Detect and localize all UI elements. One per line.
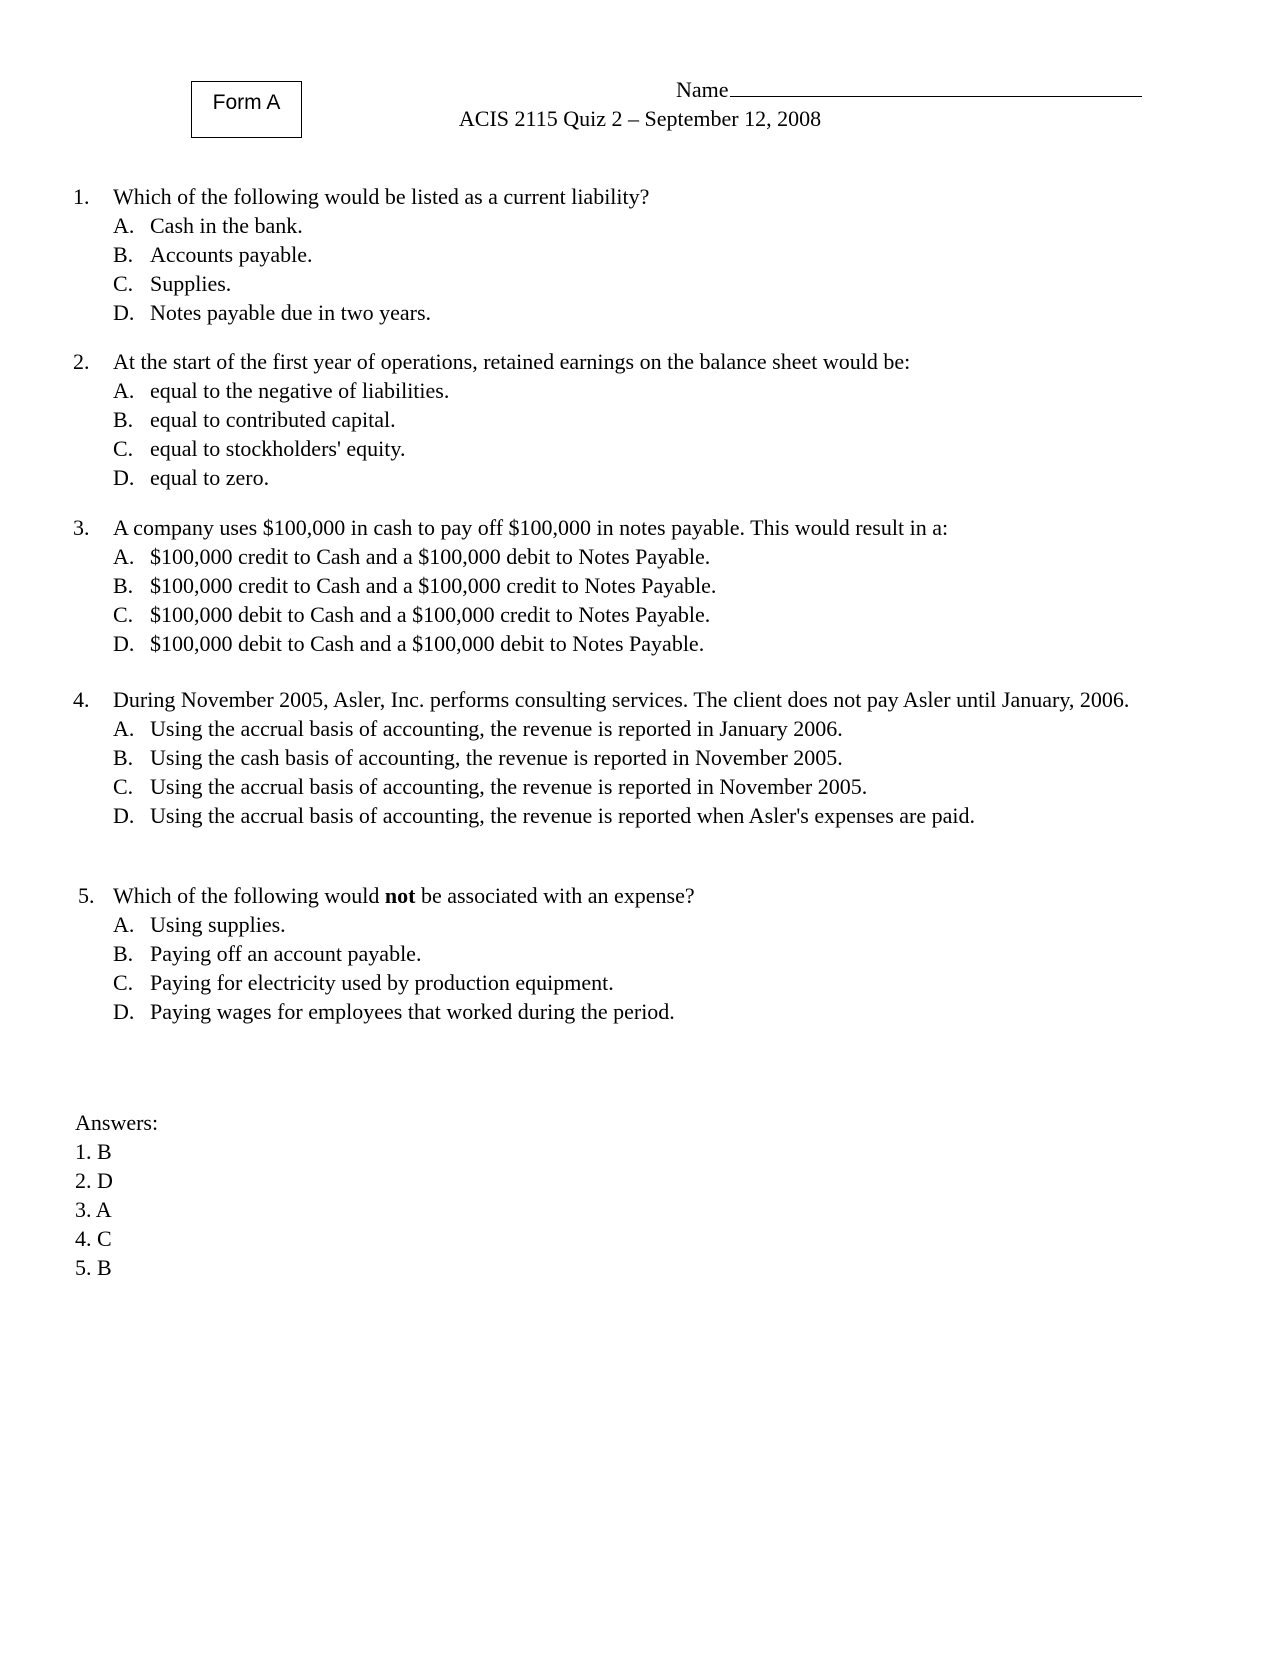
option-d — [113, 997, 1153, 1026]
option-letter: D. — [113, 803, 135, 828]
option-text: equal to zero. — [150, 465, 270, 490]
option-text: Using the accrual basis of accounting, the revenue is reported in January 2006. — [150, 716, 843, 741]
option-a — [113, 542, 1153, 571]
name-blank-line — [730, 78, 1142, 97]
option-text: Paying off an account payable. — [150, 941, 422, 966]
option-letter: C. — [113, 970, 134, 995]
option-d — [113, 629, 1153, 658]
option-letter: C. — [113, 774, 134, 799]
answer-item: 5. B — [75, 1255, 112, 1280]
question-number: 1. — [73, 184, 90, 209]
option-text: Notes payable due in two years. — [150, 300, 432, 325]
question-text: At the start of the first year of operations, retained earnings on the balance sheet would be: — [113, 349, 911, 374]
option-letter: B. — [113, 242, 134, 267]
option-text: Using the accrual basis of accounting, the revenue is reported when Asler's expenses are paid. — [150, 803, 976, 828]
question-text: Which of the following would be listed as a current liability? — [113, 184, 650, 209]
option-text: Supplies. — [150, 271, 232, 296]
option-letter: B. — [113, 573, 134, 598]
option-letter: B. — [113, 407, 134, 432]
option-letter: D. — [113, 465, 135, 490]
question-5 — [73, 881, 1153, 1026]
question-text: During November 2005, Asler, Inc. performs consulting services. The client does not pay Asler until January, 2006. — [113, 687, 1130, 712]
question-number: 2. — [73, 349, 90, 374]
question-number: 4. — [73, 687, 90, 712]
question-3 — [73, 513, 1153, 658]
option-c — [113, 269, 1153, 298]
option-letter: C. — [113, 436, 134, 461]
option-d — [113, 298, 1153, 327]
option-c — [113, 600, 1153, 629]
option-text: Using supplies. — [150, 912, 286, 937]
question-4 — [73, 685, 1153, 830]
option-text: $100,000 debit to Cash and a $100,000 debit to Notes Payable. — [150, 631, 705, 656]
option-b — [113, 240, 1153, 269]
option-a — [113, 910, 1153, 939]
option-letter: B. — [113, 745, 134, 770]
option-a — [113, 714, 1153, 743]
option-text: $100,000 credit to Cash and a $100,000 debit to Notes Payable. — [150, 544, 711, 569]
option-d — [113, 801, 1153, 830]
option-letter: A. — [113, 378, 135, 403]
question-number: 3. — [73, 515, 90, 540]
answer-item: 3. A — [75, 1197, 112, 1222]
option-text: $100,000 credit to Cash and a $100,000 credit to Notes Payable. — [150, 573, 717, 598]
option-text: Accounts payable. — [150, 242, 313, 267]
name-line — [676, 76, 1176, 104]
option-d — [113, 463, 1153, 492]
option-text: Cash in the bank. — [150, 213, 303, 238]
question-2 — [73, 347, 1153, 492]
option-c — [113, 772, 1153, 801]
question-text: A company uses $100,000 in cash to pay off $100,000 in notes payable. This would result in a: — [113, 515, 949, 540]
emphasis-not: not — [384, 883, 416, 908]
option-b — [113, 405, 1153, 434]
answers-heading: Answers: — [75, 1110, 159, 1135]
question-number: 5. — [78, 883, 95, 908]
answer-item: 1. B — [75, 1139, 112, 1164]
option-letter: A. — [113, 213, 135, 238]
option-letter: B. — [113, 941, 134, 966]
option-b — [113, 571, 1153, 600]
option-letter: A. — [113, 716, 135, 741]
option-letter: C. — [113, 271, 134, 296]
option-text: $100,000 debit to Cash and a $100,000 credit to Notes Payable. — [150, 602, 711, 627]
option-letter: C. — [113, 602, 134, 627]
form-label: Form A — [212, 91, 281, 114]
option-b — [113, 939, 1153, 968]
option-letter: D. — [113, 999, 135, 1024]
option-a — [113, 211, 1153, 240]
question-1 — [73, 182, 1153, 327]
option-text: equal to stockholders' equity. — [150, 436, 406, 461]
option-a — [113, 376, 1153, 405]
name-label: Name — [676, 77, 729, 102]
option-letter: A. — [113, 912, 135, 937]
option-text: Using the accrual basis of accounting, the revenue is reported in November 2005. — [150, 774, 868, 799]
question-text: Which of the following would not be associated with an expense? — [113, 883, 695, 908]
answer-key — [75, 1108, 158, 1282]
form-label-box — [191, 81, 302, 138]
option-text: Using the cash basis of accounting, the revenue is reported in November 2005. — [150, 745, 843, 770]
option-text: Paying for electricity used by production equipment. — [150, 970, 614, 995]
answer-item: 2. D — [75, 1168, 113, 1193]
option-text: equal to the negative of liabilities. — [150, 378, 450, 403]
option-text: Paying wages for employees that worked during the period. — [150, 999, 675, 1024]
option-b — [113, 743, 1153, 772]
option-c — [113, 434, 1153, 463]
option-letter: A. — [113, 544, 135, 569]
option-c — [113, 968, 1153, 997]
answer-item: 4. C — [75, 1226, 112, 1251]
option-letter: D. — [113, 631, 135, 656]
option-text: equal to contributed capital. — [150, 407, 396, 432]
page-title: ACIS 2115 Quiz 2 – September 12, 2008 — [458, 106, 822, 131]
option-letter: D. — [113, 300, 135, 325]
